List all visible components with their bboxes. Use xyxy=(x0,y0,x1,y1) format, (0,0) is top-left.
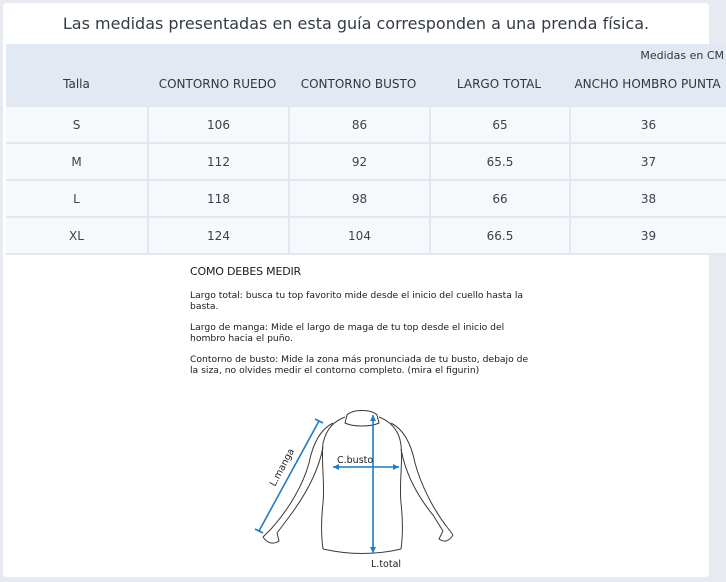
table-row xyxy=(6,216,726,255)
cell-largo-total: 66.5 xyxy=(429,216,569,255)
cell-size: S xyxy=(6,105,147,142)
units-row xyxy=(6,44,726,63)
header-ancho-hombro: ANCHO HOMBRO PUNTA xyxy=(569,63,726,105)
cell-contorno-busto: 92 xyxy=(288,142,429,179)
size-table-container xyxy=(6,44,725,255)
cell-largo-total: 65.5 xyxy=(429,142,569,179)
units-label: Medidas en CM xyxy=(640,48,725,62)
table-row xyxy=(6,142,726,179)
header-contorno-ruedo: CONTORNO RUEDO xyxy=(147,63,288,105)
cell-largo-total: 65 xyxy=(429,105,569,142)
cell-contorno-busto: 98 xyxy=(288,179,429,216)
sleeve-label: L.manga xyxy=(267,446,298,489)
cell-ancho-hombro: 39 xyxy=(569,216,726,255)
table-header-row xyxy=(6,63,726,105)
guide-item-contorno-busto: Contorno de busto: Mide la zona más pronunciada de tu busto, debajo de la siza, no olvides medir el contorno completo. (mira el figurin) xyxy=(190,354,529,376)
length-label: L.total xyxy=(371,559,402,570)
cell-ancho-hombro: 36 xyxy=(569,105,726,142)
header-contorno-busto: CONTORNO BUSTO xyxy=(288,63,429,105)
size-guide-panel xyxy=(3,3,725,577)
notice-text: Las medidas presentadas en esta guía corresponden a una prenda física. xyxy=(62,14,650,33)
cell-size: L xyxy=(6,179,147,216)
guide-title: COMO DEBES MEDIR xyxy=(190,265,301,278)
garment-sketch-icon xyxy=(249,403,459,575)
bust-label: C.busto xyxy=(337,455,374,466)
cell-contorno-ruedo: 118 xyxy=(147,179,288,216)
cell-contorno-busto: 104 xyxy=(288,216,429,255)
cell-ancho-hombro: 38 xyxy=(569,179,726,216)
cell-size: XL xyxy=(6,216,147,255)
header-largo-total: LARGO TOTAL xyxy=(429,63,569,105)
table-row xyxy=(6,179,726,216)
cell-largo-total: 66 xyxy=(429,179,569,216)
header-talla: Talla xyxy=(6,63,147,105)
garment-diagram xyxy=(249,403,459,575)
cell-contorno-ruedo: 112 xyxy=(147,142,288,179)
guide-item-largo-total: Largo total: busca tu top favorito mide desde el inicio del cuello hasta la basta. xyxy=(190,290,524,312)
cell-size: M xyxy=(6,142,147,179)
measure-guide xyxy=(190,265,530,387)
cell-contorno-ruedo: 106 xyxy=(147,105,288,142)
table-row xyxy=(6,105,726,142)
cell-contorno-busto: 86 xyxy=(288,105,429,142)
cell-ancho-hombro: 37 xyxy=(569,142,726,179)
cell-contorno-ruedo: 124 xyxy=(147,216,288,255)
guide-item-largo-manga: Largo de manga: Mide el largo de maga de tu top desde el inicio del hombro hacia el puño. xyxy=(190,322,505,344)
size-table xyxy=(6,44,726,255)
